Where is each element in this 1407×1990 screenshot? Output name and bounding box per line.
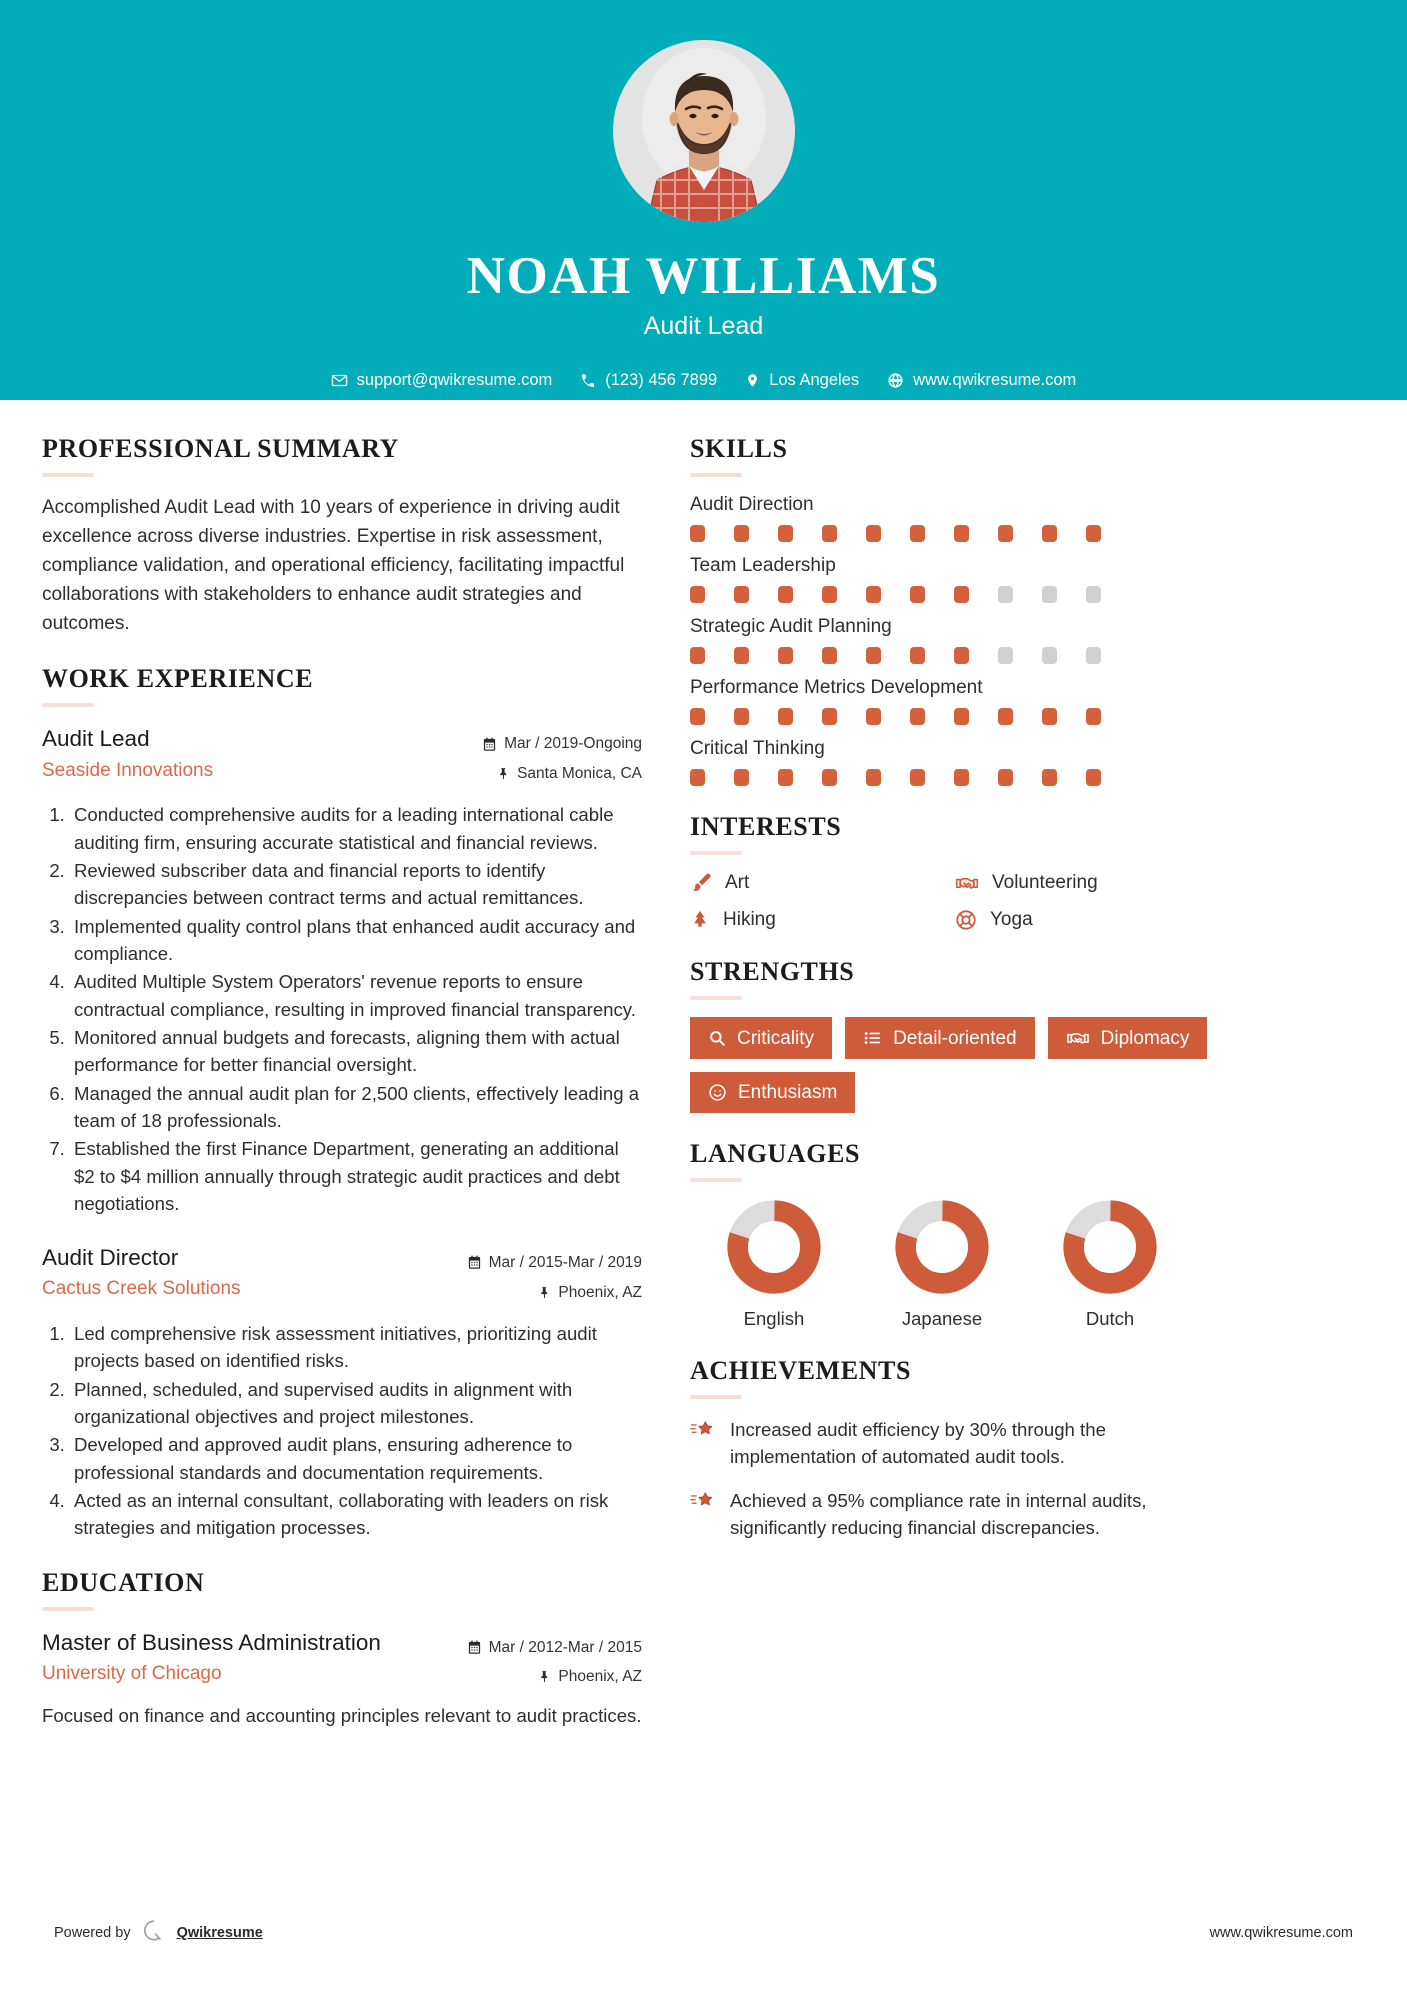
skill-dot [1042,708,1057,725]
bullet-item: 1. Led comprehensive risk assessment initiatives, prioritizing audit projects based on identified risks. [70,1320,642,1375]
education-description: Focused on finance and accounting principles relevant to audit practices. [42,1704,642,1726]
skill-dot [690,708,705,725]
interest-label: Art [725,872,750,893]
experience-bullets [42,801,642,1217]
skill-dot [690,525,705,542]
experience-bullets [42,1320,642,1542]
candidate-name: NOAH WILLIAMS [466,247,941,305]
education-dates: Mar / 2012-Mar / 2015 [488,1638,642,1656]
strength-label: Detail-oriented [893,1027,1017,1049]
experience-location: Phoenix, AZ [558,1283,642,1301]
skill-dot [1042,586,1057,603]
bullet-item: 6. Managed the annual audit plan for 2,500 clients, effectively leading a team of 18 professionals. [70,1080,642,1135]
experience-location: Santa Monica, CA [517,764,642,782]
interest-label: Volunteering [992,872,1098,893]
education-entry-left [42,1628,442,1685]
bullet-item: 4. Audited Multiple System Operators' revenue reports to ensure contractual compliance, resulting in improved financial transparency. [70,968,642,1023]
bullet-item: 5. Monitored annual budgets and forecasts, aligning them with actual performance for better financial oversight. [70,1024,642,1079]
language-item [858,1199,1026,1330]
skill-dot [1042,647,1057,664]
skill-dot [910,586,925,603]
language-label: Dutch [1085,1308,1135,1329]
experience-entry [42,724,642,1217]
skill-name: Strategic Audit Planning [690,616,892,637]
calendar-icon [467,1640,482,1655]
skill-rating [690,586,1210,603]
skill-dot [778,708,793,725]
skill-dot [822,586,837,603]
skill-dot [866,708,881,725]
skill-dot [998,647,1013,664]
education-school: University of Chicago [42,1662,222,1684]
powered-by-label: Powered by [54,1925,131,1941]
contact-website[interactable] [878,371,1085,390]
language-donut [726,1199,822,1295]
skill-rating [690,769,1210,786]
resume-body [0,400,1407,1755]
education-degree: Master of Business Administration [42,1629,381,1655]
skill-dot [910,769,925,786]
section-title-skills: SKILLS [690,434,788,463]
skill-dot [822,525,837,542]
bullet-item: 2. Planned, scheduled, and supervised audits in alignment with organizational objectives and project milestones. [70,1376,642,1431]
contact-phone-text: (123) 456 7899 [605,371,718,389]
section-rule [690,1395,742,1399]
section-achievements [690,1356,1210,1541]
experience-entry-left [42,724,442,781]
language-donut [1062,1199,1158,1295]
skill-dot [910,525,925,542]
skill-dot [734,708,749,725]
skill-dot [690,769,705,786]
resume-header [0,0,1407,400]
shooting-star-icon [690,1487,716,1517]
tree-icon [690,909,710,931]
strength-label: Diplomacy [1100,1027,1190,1049]
envelope-icon [331,372,348,389]
section-interests [690,812,1210,931]
language-item [1026,1199,1194,1330]
paintbrush-icon [690,872,712,894]
smiley-icon [708,1083,727,1102]
contact-location-text: Los Angeles [769,371,860,389]
list-icon [863,1029,882,1047]
strength-chip [690,1017,832,1059]
skill-dot [1086,708,1101,725]
section-professional-summary [42,434,642,638]
section-title-education: EDUCATION [42,1567,205,1597]
skill-dot [690,586,705,603]
skill-dot [734,769,749,786]
experience-location-line [442,759,642,788]
bullet-item: 4. Acted as an internal consultant, collaborating with leaders on risk strategies and mitigation processes. [70,1487,642,1542]
skill-dot [954,525,969,542]
skill-dot [1086,525,1101,542]
contact-website-text: www.qwikresume.com [913,371,1077,389]
section-rule [690,473,742,477]
experience-dates-line [442,729,642,758]
skill-dot [866,586,881,603]
skill-dot [866,647,881,664]
skill-dot [998,769,1013,786]
language-label: Japanese [901,1308,983,1329]
experience-role: Audit Lead [42,726,150,752]
section-title-interests: INTERESTS [690,812,842,841]
section-work-experience [42,664,642,1541]
globe-icon [887,372,904,389]
education-meta [442,1628,642,1692]
experience-dates-line [442,1248,642,1277]
section-languages [690,1139,1210,1330]
interest-label: Hiking [723,909,776,930]
bullet-item: 1. Conducted comprehensive audits for a leading international cable auditing firm, ensuring accurate statistical and financial reviews. [70,801,642,856]
section-rule [42,1607,94,1611]
strength-label: Enthusiasm [738,1082,838,1103]
experience-dates: Mar / 2015-Mar / 2019 [488,1254,642,1272]
skill-name: Performance Metrics Development [690,677,983,698]
achievement-item [690,1487,1210,1542]
handshake-icon [955,872,979,894]
skill-dot [778,525,793,542]
skill-dot [954,769,969,786]
interest-item [690,909,945,931]
language-donut [894,1199,990,1295]
skill-dot [910,708,925,725]
skill-row [690,494,1210,542]
skill-dot [998,586,1013,603]
right-column [690,434,1210,1755]
skill-dot [866,525,881,542]
achievement-item [690,1416,1210,1471]
skill-name: Audit Direction [690,494,814,515]
skill-rating [690,647,1210,664]
experience-organization: Seaside Innovations [42,759,214,781]
experience-entry-header [42,1243,642,1307]
skill-dot [822,769,837,786]
education-entry-header [42,1628,642,1692]
qwikresume-logo-icon [141,1918,167,1948]
interest-item [955,909,1210,931]
section-title-work-experience: WORK EXPERIENCE [42,664,314,694]
section-title-summary: PROFESSIONAL SUMMARY [42,434,400,463]
skill-dot [866,769,881,786]
section-rule [690,996,742,1000]
skill-dot [998,525,1013,542]
languages-list [690,1199,1210,1330]
experience-meta [442,724,642,788]
skill-dot [954,586,969,603]
skill-dot [734,647,749,664]
experience-entry-left [42,1243,442,1300]
lifebuoy-icon [955,909,977,931]
skill-dot [1042,525,1057,542]
avatar [613,40,795,222]
skill-name: Critical Thinking [690,738,825,759]
skill-dot [778,647,793,664]
strength-chip [1048,1017,1208,1059]
skill-row [690,555,1210,603]
phone-icon [580,373,596,389]
footer-website[interactable]: www.qwikresume.com [1209,1925,1353,1941]
bullet-item: 7. Established the first Finance Department, generating an additional $2 to $4 million annually through strategic audit practices and debt negotiations. [70,1135,642,1217]
handshake-icon [1066,1028,1090,1048]
section-skills [690,434,1210,786]
section-strengths [690,957,1210,1113]
language-label: English [743,1308,805,1329]
bullet-item: 3. Implemented quality control plans that enhanced audit accuracy and compliance. [70,913,642,968]
section-title-languages: LANGUAGES [690,1139,861,1168]
skill-dot [1086,586,1101,603]
education-dates-line [442,1633,642,1662]
education-location: Phoenix, AZ [558,1668,642,1686]
bullet-item: 2. Reviewed subscriber data and financial reports to identify discrepancies between contract terms and actual remittances. [70,857,642,912]
skill-dot [778,586,793,603]
location-pin-icon [745,372,760,389]
interest-item [955,872,1210,894]
contact-row [0,371,1407,390]
left-column [42,434,642,1755]
skill-dot [1086,769,1101,786]
skill-dot [822,708,837,725]
bullet-item: 3. Developed and approved audit plans, ensuring adherence to professional standards and documentation requirements. [70,1431,642,1486]
experience-entry-header [42,724,642,788]
skill-row [690,677,1210,725]
calendar-icon [482,737,497,752]
achievement-text: Increased audit efficiency by 30% through the implementation of automated audit tools. [730,1419,1106,1468]
skill-dot [1086,647,1101,664]
summary-text: Accomplished Audit Lead with 10 years of experience in driving audit excellence across diverse industries. Expertise in risk assessment, compliance validation, and operational efficiency, facilitating impactful collaborations with stakeholders to enhance audit strategies and outcomes. [42,497,625,634]
skill-row [690,738,1210,786]
skill-dot [690,647,705,664]
shooting-star-icon [690,1416,716,1446]
experience-meta [442,1243,642,1307]
strength-chip [690,1072,855,1113]
experience-organization: Cactus Creek Solutions [42,1278,241,1300]
footer [0,1918,1407,1948]
contact-email-text: support@qwikresume.com [356,371,553,389]
skill-row [690,616,1210,664]
calendar-icon [467,1255,482,1270]
footer-left [54,1918,263,1948]
interest-item [690,872,945,894]
qwikresume-brand-link[interactable]: Qwikresume [176,1925,263,1941]
section-rule [42,473,94,477]
skill-dot [910,647,925,664]
skill-dot [822,647,837,664]
experience-dates: Mar / 2019-Ongoing [504,735,642,753]
section-education [42,1568,642,1729]
language-item [690,1199,858,1330]
interests-grid [690,872,1210,931]
education-location-line [442,1662,642,1691]
education-entry [42,1628,642,1729]
pushpin-icon [538,1669,551,1684]
strength-chip [845,1017,1035,1059]
experience-location-line [442,1278,642,1307]
experience-role: Audit Director [42,1245,179,1271]
pushpin-icon [538,1285,551,1300]
skill-dot [954,647,969,664]
skill-dot [734,525,749,542]
search-icon [708,1029,726,1047]
skill-dot [954,708,969,725]
skill-name: Team Leadership [690,555,836,576]
contact-location [736,371,868,390]
strength-label: Criticality [737,1027,815,1049]
section-rule [42,703,94,707]
contact-phone[interactable] [571,371,726,390]
skill-dot [1042,769,1057,786]
section-rule [690,1178,742,1182]
candidate-title: Audit Lead [643,312,764,340]
section-rule [690,851,742,855]
skill-rating [690,525,1210,542]
experience-entry [42,1243,642,1542]
section-title-achievements: ACHIEVEMENTS [690,1356,912,1385]
achievement-text: Achieved a 95% compliance rate in internal audits, significantly reducing financial discrepancies. [730,1489,1147,1538]
skill-rating [690,708,1210,725]
section-title-strengths: STRENGTHS [690,957,855,986]
strengths-list [690,1017,1210,1113]
skill-dot [734,586,749,603]
contact-email[interactable] [322,371,562,390]
skill-dot [998,708,1013,725]
skill-dot [778,769,793,786]
pushpin-icon [497,766,510,781]
interest-label: Yoga [990,909,1033,930]
